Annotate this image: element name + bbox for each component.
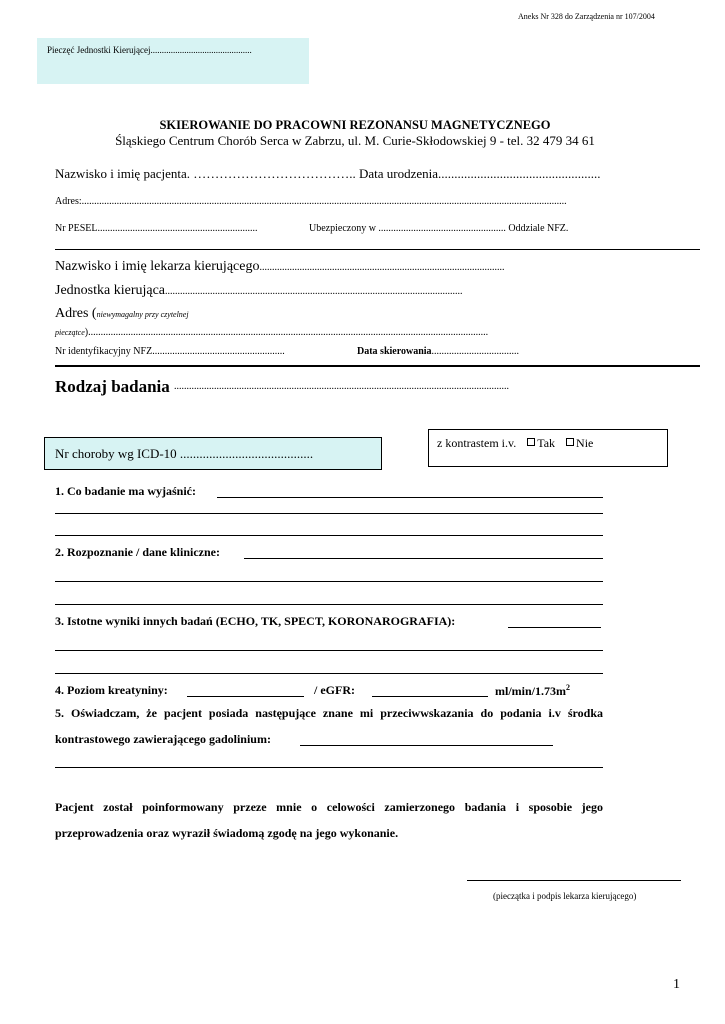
doctor-name-field[interactable] (55, 257, 504, 275)
question-2-answer-line[interactable] (244, 558, 603, 559)
referring-unit-label: Jednostka kierująca (55, 283, 166, 298)
section-divider (55, 249, 700, 250)
nfz-id-field[interactable]: Nr identyfikacyjny NFZ..................................................... (55, 346, 285, 357)
egfr-label: / eGFR: (314, 683, 355, 697)
question-5-answer-line[interactable] (55, 767, 603, 768)
signature-line[interactable] (467, 880, 681, 881)
contrast-no-checkbox[interactable] (566, 438, 574, 446)
doctor-address-note-cont: pieczątce (55, 328, 85, 337)
stamp-label: Pieczęć Jednostki Kierującej............................................. (47, 45, 252, 55)
referral-date-label: Data skierowania (357, 346, 432, 357)
exam-type-field[interactable]: ...................................................................................................................................... (174, 381, 509, 392)
form-subtitle: Śląskiego Centrum Chorób Serca w Zabrzu, ul. M. Curie-Skłodowskiej 9 - tel. 32 479 34 61 (115, 133, 595, 148)
question-4-label: 4. Poziom kreatyniny: (55, 683, 168, 697)
contrast-yes-label: Tak (537, 436, 556, 450)
annex-reference: Aneks Nr 328 do Zarządzenia nr 107/2004 (518, 12, 655, 21)
contrast-box (428, 429, 668, 467)
question-1-answer-line[interactable] (55, 513, 603, 514)
consent-statement: Pacjent został poinformowany przeze mnie o celowości zamierzonego badania i sposobie jego przeprowadzenia oraz wyraził świadomą zgodę na jego wykonanie. (55, 800, 603, 840)
question-5-answer-line[interactable] (300, 745, 553, 746)
icd10-box[interactable] (44, 437, 382, 470)
page-number: 1 (673, 977, 680, 992)
patient-name-birthdate-field[interactable]: Nazwisko i imię pacjenta. ……………………………….. Data urodzenia.................................................. (55, 166, 601, 181)
question-5-line1: 5. Oświadczam, że pacjent posiada następujące znane mi przeciwwskazania do podania i.v środka (55, 706, 603, 720)
question-3-answer-line[interactable] (55, 673, 603, 674)
doctor-address-note: niewymagalny przy czytelnej (96, 310, 189, 319)
question-2-answer-line[interactable] (55, 581, 603, 582)
question-1-label: 1. Co badanie ma wyjaśnić: (55, 484, 197, 498)
egfr-field[interactable] (372, 696, 488, 697)
form-title: SKIEROWANIE DO PRACOWNI REZONANSU MAGNETYCZNEGO (159, 118, 551, 132)
egfr-unit: $ml/\min/1.73m^2$ (495, 683, 570, 698)
contrast-yes-checkbox[interactable] (527, 438, 535, 446)
contrast-label: z kontrastem i.v. (437, 436, 517, 450)
doctor-address-field[interactable] (55, 304, 189, 322)
referral-date-dots: ................................... (431, 346, 520, 357)
signature-caption: (pieczątka i podpis lekarza kierującego) (493, 891, 637, 901)
question-5-line2: kontrastowego zawierającego gadolinium: (55, 732, 271, 746)
referring-unit-field[interactable] (55, 281, 463, 299)
doctor-name-label: Nazwisko i imię lekarza kierującego (55, 259, 260, 274)
question-3-answer-line[interactable] (55, 650, 603, 651)
question-2-label: 2. Rozpoznanie / dane kliniczne: (55, 545, 221, 559)
question-1-answer-line[interactable] (217, 497, 603, 498)
doctor-address-label: Adres ( (55, 306, 97, 321)
question-1-answer-line[interactable] (55, 535, 603, 536)
referral-date-field[interactable] (357, 346, 519, 357)
contrast-no-label: Nie (576, 436, 594, 450)
question-3-label: 3. Istotne wyniki innych badań (ECHO, TK, SPECT, KORONAROGRAFIA): (55, 614, 456, 628)
icd10-field: Nr choroby wg ICD-10 ......................................... (55, 446, 314, 461)
section-divider-thick (55, 365, 700, 367)
doctor-address-dots: )................................................................................................................................................................ (84, 327, 489, 338)
issuing-unit-stamp-box[interactable] (37, 38, 309, 84)
creatinine-field[interactable] (187, 696, 304, 697)
doctor-address-line2[interactable] (55, 322, 488, 340)
question-3-answer-line[interactable] (508, 627, 601, 628)
exam-type-label: Rodzaj badania (55, 377, 170, 396)
patient-insurance-field[interactable]: Ubezpieczony w ................................................... Oddziale NFZ. (309, 223, 569, 234)
doctor-name-dots: .................................................................................................. (259, 262, 505, 273)
referring-unit-dots: ....................................................................................................................... (165, 286, 463, 297)
patient-address-field[interactable]: Adres:.................................................................................................................................................................................................. (55, 196, 567, 207)
question-2-answer-line[interactable] (55, 604, 603, 605)
patient-pesel-field[interactable]: Nr PESEL................................................................ (55, 223, 258, 234)
